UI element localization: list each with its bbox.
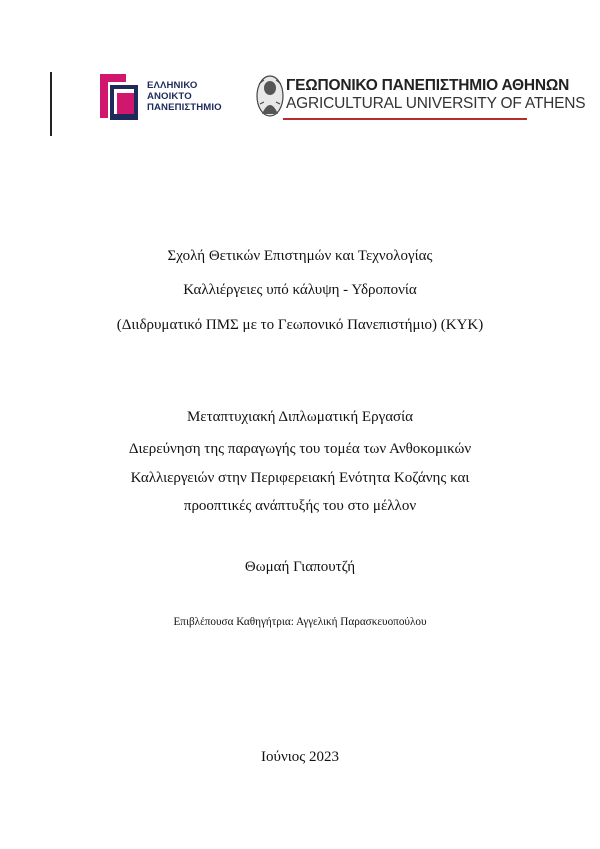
aua-underline bbox=[283, 118, 527, 120]
hou-line-2: ΑΝΟΙΚΤΟ bbox=[147, 91, 192, 102]
agricultural-university-logo bbox=[255, 74, 586, 124]
hou-line-1: ΕΛΛΗΝΙΚΟ bbox=[147, 80, 198, 91]
submission-date: Ιούνιος 2023 bbox=[261, 749, 339, 765]
aua-name-english: AGRICULTURAL UNIVERSITY OF ATHENS bbox=[286, 95, 586, 112]
thesis-type: Μεταπτυχιακή Διπλωματική Εργασία bbox=[186, 409, 414, 425]
school-name: Σχολή Θετικών Επιστημών και Τεχνολογίας bbox=[167, 248, 433, 264]
hou-line-3: ΠΑΝΕΠΙΣΤΗΜΙΟ bbox=[147, 102, 222, 113]
aua-name-greek: ΓΕΩΠΟΝΙΚΟ ΠΑΝΕΠΙΣΤΗΜΙΟ ΑΘΗΝΩΝ bbox=[286, 77, 570, 94]
margin-rule bbox=[50, 72, 52, 136]
thesis-title-line-1: Διερεύνηση της παραγωγής του τομέα των Ανθοκομικών bbox=[128, 441, 472, 457]
program-note: (Διιδρυματικό ΠΜΣ με το Γεωπονικό Πανεπιστήμιο) (ΚΥΚ) bbox=[116, 317, 484, 333]
hou-mark-icon bbox=[100, 74, 144, 120]
program-name: Καλλιέργειες υπό κάλυψη - Υδροπονία bbox=[183, 282, 417, 298]
thesis-title-line-2: Καλλιεργειών στην Περιφερειακή Ενότητα Κοζάνης και bbox=[130, 470, 470, 486]
author-name: Θωμαή Γιαπουτζή bbox=[244, 559, 356, 575]
aua-seal-icon bbox=[255, 74, 285, 118]
thesis-title-line-3: προοπτικές ανάπτυξής του στο μέλλον bbox=[183, 498, 417, 514]
supervisor-line: Επιβλέπουσα Καθηγήτρια: Αγγελική Παρασκευοπούλου bbox=[173, 616, 427, 628]
hou-wordmark bbox=[147, 80, 222, 113]
hellenic-open-university-logo bbox=[100, 74, 230, 120]
